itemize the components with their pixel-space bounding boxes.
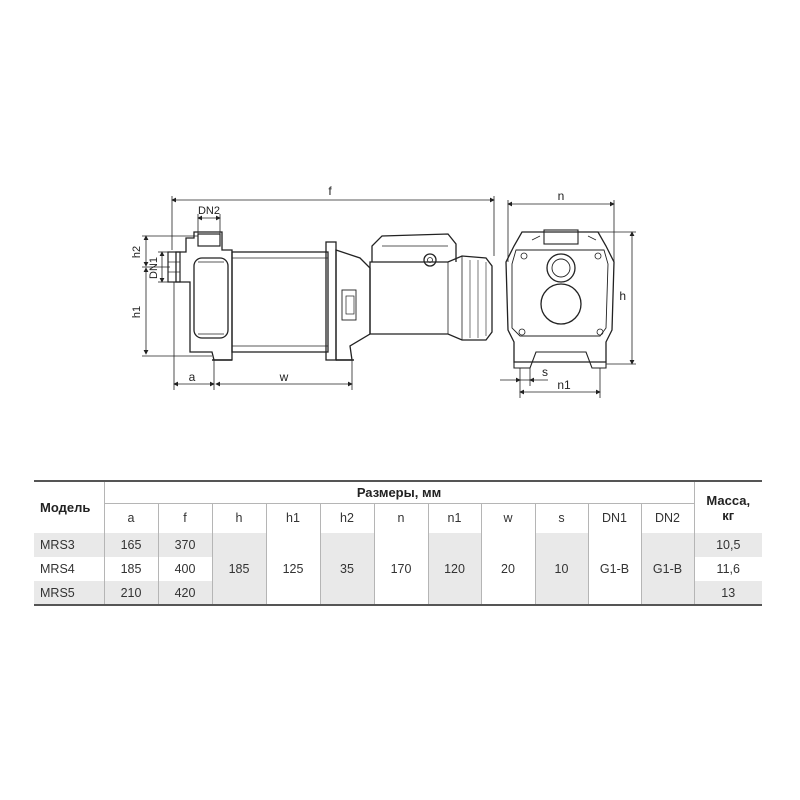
mass-header <box>694 481 762 533</box>
model-cell: MRS3 <box>34 533 104 557</box>
mass-header-line2: кг <box>722 507 735 523</box>
dimensions-header: Размеры, мм <box>104 481 694 503</box>
col-header-dn1: DN1 <box>588 503 641 533</box>
mass-cell: 11,6 <box>694 557 762 581</box>
table-row <box>34 533 762 557</box>
front-inlet <box>547 254 575 282</box>
col-header-h: h <box>212 503 266 533</box>
w-cell: 20 <box>481 533 535 605</box>
col-header-a: a <box>104 503 158 533</box>
mass-cell: 13 <box>694 581 762 605</box>
n-cell: 170 <box>374 533 428 605</box>
col-header-dn2: DN2 <box>641 503 694 533</box>
motor-foot <box>336 250 370 360</box>
col-header-n1: n1 <box>428 503 481 533</box>
label-dn1: DN1 <box>148 256 160 280</box>
label-h2: h2 <box>131 245 143 259</box>
h-cell: 185 <box>212 533 266 605</box>
col-header-h1: h1 <box>266 503 320 533</box>
col-header-h2: h2 <box>320 503 374 533</box>
motor-body <box>232 252 328 352</box>
label-w: w <box>279 370 289 384</box>
n1-cell: 120 <box>428 533 481 605</box>
label-n1: n1 <box>557 378 571 392</box>
label-a: a <box>188 370 196 384</box>
cable-gland <box>424 254 436 266</box>
col-header-s: s <box>535 503 588 533</box>
f-cell: 400 <box>158 557 212 581</box>
a-cell: 165 <box>104 533 158 557</box>
dn2-cell: G1-B <box>641 533 694 605</box>
f-cell: 420 <box>158 581 212 605</box>
mass-cell: 10,5 <box>694 533 762 557</box>
label-s: s <box>542 365 548 379</box>
col-header-w: w <box>481 503 535 533</box>
pump-front-view <box>506 230 614 368</box>
label-h1: h1 <box>131 305 143 319</box>
label-h: h <box>619 289 626 303</box>
outlet-nozzle <box>198 234 220 246</box>
label-n: n <box>557 189 565 203</box>
spec-table <box>34 480 762 606</box>
side-view-dimensions <box>142 196 494 390</box>
col-header-f: f <box>158 503 212 533</box>
dn1-cell: G1-B <box>588 533 641 605</box>
pump-head-outline <box>176 232 232 360</box>
pump-side-view <box>168 232 492 360</box>
front-volute <box>541 284 581 324</box>
model-cell: MRS5 <box>34 581 104 605</box>
front-casing-outline <box>506 232 614 362</box>
mass-header-line1: Масса, <box>706 492 751 508</box>
col-header-n: n <box>374 503 428 533</box>
h2-cell: 35 <box>320 533 374 605</box>
a-cell: 210 <box>104 581 158 605</box>
a-cell: 185 <box>104 557 158 581</box>
fan-cover <box>370 256 492 340</box>
s-cell: 10 <box>535 533 588 605</box>
f-cell: 370 <box>158 533 212 557</box>
label-dn2: DN2 <box>197 205 221 217</box>
model-header: Модель <box>34 481 104 533</box>
label-f: f <box>328 184 332 198</box>
terminal-box <box>372 234 456 262</box>
model-cell: MRS4 <box>34 557 104 581</box>
pump-head-inner <box>194 258 228 338</box>
h1-cell: 125 <box>266 533 320 605</box>
